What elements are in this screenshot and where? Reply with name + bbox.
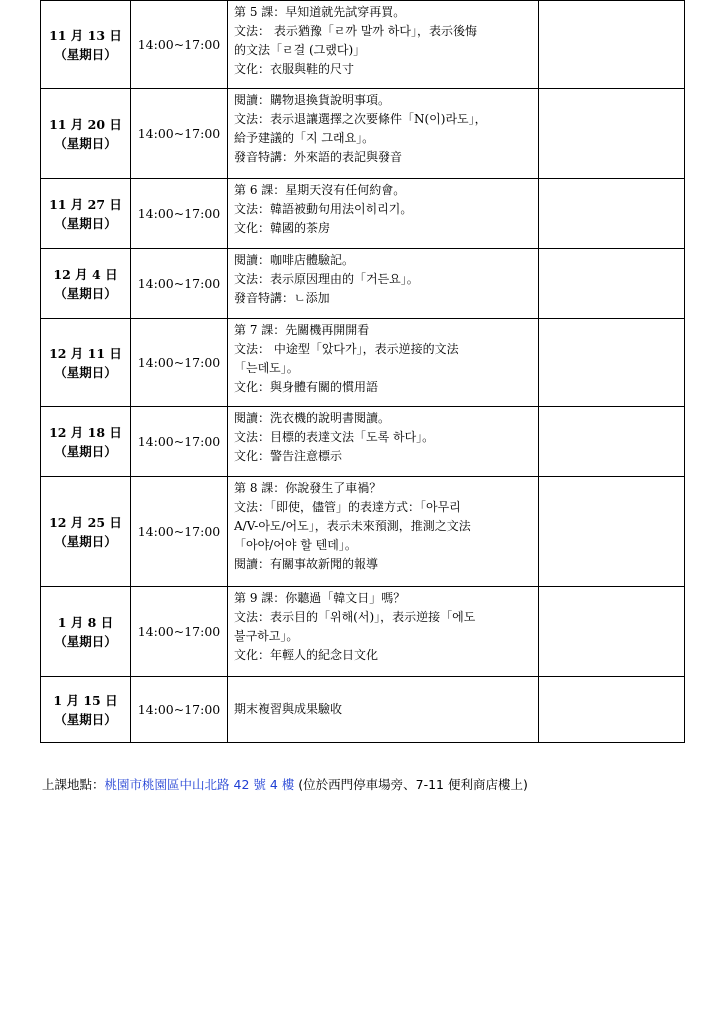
date-text: 11 月 20 日 xyxy=(49,116,122,132)
date-text: 1 月 8 日 xyxy=(57,614,114,630)
location-note: (位於西門停車場旁、7-11 便利商店樓上) xyxy=(294,777,528,792)
time-cell: 14:00~17:00 xyxy=(131,587,228,677)
content-line: A/V-아도/어도」，表示未來預測，推測之文法 xyxy=(234,519,471,533)
time-cell: 14:00~17:00 xyxy=(131,319,228,407)
location-address[interactable]: 桃園市桃園區中山北路 42 號 4 樓 xyxy=(104,777,295,792)
class-location xyxy=(42,775,682,793)
date-text: 11 月 13 日 xyxy=(49,27,122,43)
content-line: 的文法「ㄹ걸 (그랬다)」 xyxy=(234,43,366,57)
time-cell: 14:00~17:00 xyxy=(131,407,228,477)
schedule-row xyxy=(41,477,685,587)
weekday-text: （星期日） xyxy=(54,364,117,380)
weekday-text: （星期日） xyxy=(54,711,117,727)
time-cell: 14:00~17:00 xyxy=(131,249,228,319)
content-line: 文化：衣服與鞋的尺寸 xyxy=(234,62,355,76)
note-cell xyxy=(539,477,685,587)
content-line: 文化：年輕人的紀念日文化 xyxy=(234,648,379,662)
content-cell xyxy=(228,587,539,677)
content-line: 불구하고」。 xyxy=(234,629,299,643)
note-cell xyxy=(539,407,685,477)
content-line: 「는데도」。 xyxy=(234,361,299,375)
content-line: 文法：「即使，儘管」的表達方式：「아무리 xyxy=(234,500,461,514)
content-line: 閱讀：咖啡店體驗記。 xyxy=(234,253,355,267)
content-line: 文化：韓國的茶房 xyxy=(234,221,331,235)
content-line: 文法：目標的表達文法「도록 하다」。 xyxy=(234,430,435,444)
date-text: 12 月 18 日 xyxy=(49,424,122,440)
date-cell xyxy=(41,319,131,407)
schedule-row xyxy=(41,179,685,249)
date-cell xyxy=(41,179,131,249)
schedule-body xyxy=(41,1,685,743)
schedule-row xyxy=(41,1,685,89)
location-label: 上課地點： xyxy=(42,777,105,792)
schedule-row xyxy=(41,677,685,743)
content-line: 「아야/어야 할 텐데」。 xyxy=(234,538,357,552)
date-cell xyxy=(41,677,131,743)
content-cell xyxy=(228,677,539,743)
content-line: 文法：表示退讓選擇之次要條件「N(이)라도」， xyxy=(234,112,487,126)
content-line: 第 8 課：你說發生了車禍？ xyxy=(234,481,382,495)
date-text: 12 月 11 日 xyxy=(49,345,122,361)
schedule-row xyxy=(41,587,685,677)
content-line: 給予建議的「지 그래요」。 xyxy=(234,131,375,145)
weekday-text: （星期日） xyxy=(54,135,117,151)
date-text: 11 月 27 日 xyxy=(49,196,122,212)
schedule-row xyxy=(41,249,685,319)
content-line: 第 6 課：星期天沒有任何約會。 xyxy=(234,183,406,197)
content-cell xyxy=(228,319,539,407)
date-cell xyxy=(41,407,131,477)
date-cell xyxy=(41,587,131,677)
content-line: 第 5 課：早知道就先試穿再買。 xyxy=(234,5,406,19)
time-cell: 14:00~17:00 xyxy=(131,179,228,249)
content-line: 文法： 中途型「았다가」，表示逆接的文法 xyxy=(234,342,459,356)
schedule-row xyxy=(41,407,685,477)
content-line: 發音特講：ㄴ添加 xyxy=(234,291,330,305)
weekday-text: （星期日） xyxy=(54,46,117,62)
date-cell xyxy=(41,1,131,89)
note-cell xyxy=(539,319,685,407)
time-cell: 14:00~17:00 xyxy=(131,89,228,179)
date-cell xyxy=(41,477,131,587)
schedule-row xyxy=(41,89,685,179)
content-line: 第 9 課：你聽過「韓文日」嗎？ xyxy=(234,591,406,605)
weekday-text: （星期日） xyxy=(54,533,117,549)
schedule-row xyxy=(41,319,685,407)
weekday-text: （星期日） xyxy=(54,215,117,231)
note-cell xyxy=(539,179,685,249)
note-cell xyxy=(539,89,685,179)
content-line: 期末複習與成果驗收 xyxy=(234,702,343,716)
date-text: 12 月 25 日 xyxy=(49,514,122,530)
content-line: 第 7 課：先關機再開開看 xyxy=(234,323,370,337)
weekday-text: （星期日） xyxy=(54,285,117,301)
note-cell xyxy=(539,587,685,677)
date-text: 12 月 4 日 xyxy=(53,266,118,282)
content-line: 閱讀：洗衣機的說明書閱讀。 xyxy=(234,411,391,425)
weekday-text: （星期日） xyxy=(54,633,117,649)
content-line: 文法：韓語被動句用法이히리기。 xyxy=(234,202,413,216)
content-line: 發音特講：外來語的表記與發音 xyxy=(234,150,403,164)
schedule-table xyxy=(40,0,685,743)
content-cell xyxy=(228,89,539,179)
content-line: 文化：與身體有關的慣用語 xyxy=(234,380,379,394)
weekday-text: （星期日） xyxy=(54,443,117,459)
time-cell: 14:00~17:00 xyxy=(131,1,228,89)
content-line: 文法：表示目的「위해(서)」，表示逆接「에도 xyxy=(234,610,476,624)
content-line: 文法：表示原因理由的「거든요」。 xyxy=(234,272,419,286)
note-cell xyxy=(539,677,685,743)
content-line: 閱讀：購物退換貨說明事項。 xyxy=(234,93,391,107)
content-cell xyxy=(228,477,539,587)
content-line: 文化：警告注意標示 xyxy=(234,449,343,463)
content-cell xyxy=(228,179,539,249)
content-cell xyxy=(228,1,539,89)
note-cell xyxy=(539,249,685,319)
note-cell xyxy=(539,1,685,89)
content-cell xyxy=(228,249,539,319)
content-line: 閱讀：有關事故新聞的報導 xyxy=(234,557,379,571)
content-cell xyxy=(228,407,539,477)
date-text: 1 月 15 日 xyxy=(53,692,118,708)
time-cell: 14:00~17:00 xyxy=(131,477,228,587)
time-cell: 14:00~17:00 xyxy=(131,677,228,743)
date-cell xyxy=(41,249,131,319)
content-line: 文法： 表示猶豫「ㄹ까 말까 하다」，表示後悔 xyxy=(234,24,477,38)
date-cell xyxy=(41,89,131,179)
